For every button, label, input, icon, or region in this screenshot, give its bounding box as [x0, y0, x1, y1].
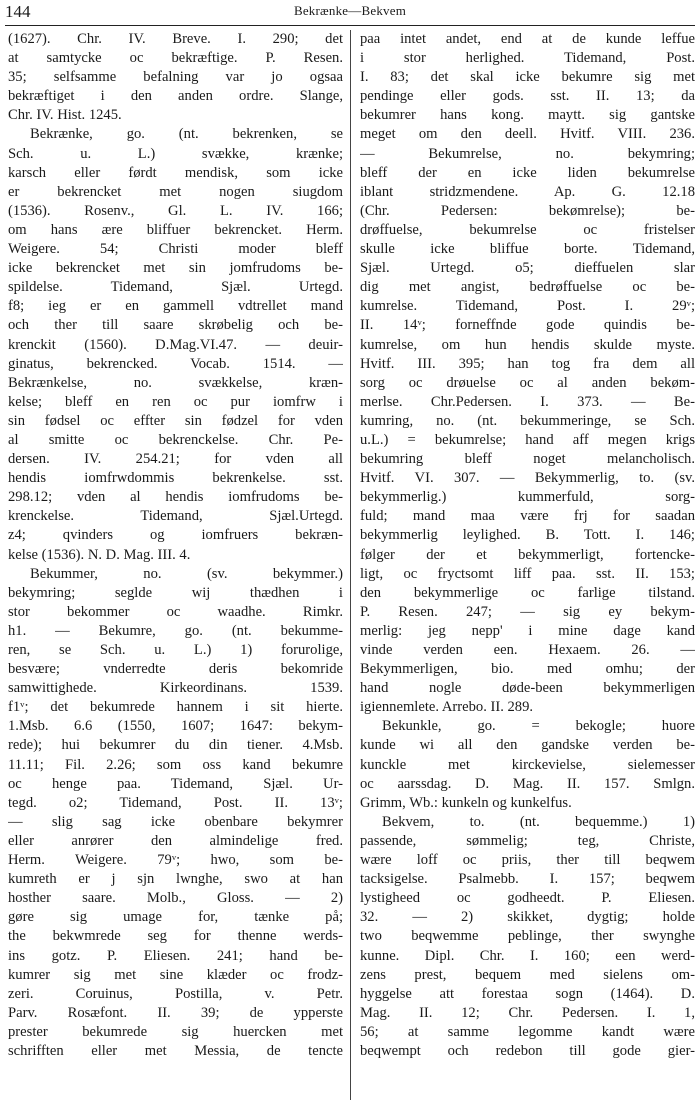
- text-line: bleff der en icke liden bekumrelse: [360, 164, 695, 181]
- text-line: dersen. IV. 254.21; for vden all: [8, 451, 343, 468]
- text-line: — Bekumrelse, no. bekymring;: [360, 145, 695, 162]
- text-line: følger der et bekymmerligt, fortencke-: [360, 546, 695, 563]
- text-line: skulle icke bliffue borte. Tidemand,: [360, 241, 695, 258]
- text-line: (1536). Rosenv., Gl. L. IV. 166;: [8, 202, 343, 219]
- text-line: Bekrænkelse, no. svækkelse, kræn-: [8, 374, 343, 391]
- text-line: zens prest, bequem med sielens om-: [360, 966, 695, 983]
- text-line: ren, se Sch. u. L.) 1) forurolige,: [8, 642, 343, 658]
- page-header: [0, 2, 700, 24]
- text-line: Bekummer, no. (sv. bekymmer.): [30, 565, 343, 582]
- text-line: Mag. II. 12; Chr. Pedersen. I. 1,: [360, 1004, 695, 1021]
- text-line: krenckit (1560). D.Mag.VI.47. — deuir-: [8, 336, 343, 353]
- text-line: icke bekrencket met sin jomfrudoms be-: [8, 260, 343, 277]
- text-line: samwittighede. Kirkeordinans. 1539.: [8, 680, 343, 697]
- text-line: oc aarssdag. D. Mag. II. 157. Smlgn.: [360, 775, 695, 792]
- text-line: kumrelse. Tidemand, Post. I. 29ᵛ;: [360, 298, 695, 315]
- text-line: karsch eller førdt mendisk, som icke: [8, 164, 343, 181]
- text-line: den bekymmerlige oc farlige tilstand.: [360, 584, 695, 601]
- text-line: the bekwmrede seg for thenne werds-: [8, 928, 343, 945]
- text-line: Hvitf. III. 395; han tog fra dem all: [360, 355, 695, 372]
- text-line: bekymmerlig leylighed. B. Tott. I. 146;: [360, 527, 695, 544]
- text-line: tacksigelse. Psalmebb. I. 157; beqwem: [360, 871, 695, 888]
- text-line: tegd. o2; Tidemand, Post. II. 13ᵛ;: [8, 794, 343, 811]
- text-line: passende, sømmelig; teg, Christe,: [360, 832, 695, 849]
- text-line: Bekymmerligen, bio. med omhu; der: [360, 661, 695, 678]
- text-line: sorg oc drøuelse oc al anden bekøm-: [360, 374, 695, 391]
- text-line: er bekrencket met nogen siugdom: [8, 183, 343, 200]
- text-line: 32. — 2) skikket, dygtig; holde: [360, 909, 695, 926]
- text-line: 1.Msb. 6.6 (1550, 1607; 1647: bekym-: [8, 718, 343, 735]
- text-line: hyggelse att forestaa sogn (1464). D.: [360, 985, 695, 1002]
- text-line: beqwempt och redebon till gode gier-: [360, 1042, 695, 1059]
- text-line: Bekrænke, go. (nt. bekrenken, se: [30, 126, 343, 143]
- text-line: gøre sig umage for, tænke på;: [8, 909, 343, 926]
- text-line: bekumring bleff noget melancholisch.: [360, 451, 695, 468]
- text-line: merlig: jeg nepp' i mine dage kand: [360, 622, 695, 639]
- text-line: bekræftiget i den anden ordre. Slange,: [8, 88, 343, 105]
- text-line: dig met angist, bedrøffuelse oc be-: [360, 279, 695, 296]
- text-line: stor bekommer oc waadhe. Rimkr.: [8, 603, 343, 620]
- text-line: prester bekumrede sig huercken met: [8, 1023, 343, 1040]
- text-line: paa intet andet, end at de kunde leffue: [360, 31, 695, 47]
- right-column: [360, 30, 695, 1061]
- text-line: lystigheed oc godheedt. P. Eliesen.: [360, 890, 695, 907]
- text-line: kunne. Dipl. Chr. I. 160; een werd-: [360, 947, 695, 964]
- text-line: om hans ære bliffuer bekrencket. Herm.: [8, 221, 343, 238]
- text-line: at samtycke oc bekræftige. P. Resen.: [8, 50, 343, 67]
- text-line: z4; qvinders og iomfruers bekræn-: [8, 527, 343, 544]
- text-line: u.L.) = bekumrelse; hand aff megen krigs: [360, 431, 695, 448]
- text-line: Bekunkle, go. = bekogle; huore: [382, 718, 695, 735]
- text-line: wære loff oc priis, ther till beqwem: [360, 852, 695, 869]
- text-line: Bekvem, to. (nt. bequemme.) 1): [382, 813, 695, 830]
- text-line: Hvitf. VI. 307. — Bekymmerlig, to. (sv.: [360, 470, 695, 487]
- text-line: schrifften eller met Messia, de tencte: [8, 1042, 343, 1059]
- text-line: f1ᵛ; det bekumrede hannem i sit hierte.: [8, 699, 343, 716]
- text-line: hendis iomfrwdommis bekrenkelse. sst.: [8, 470, 343, 487]
- text-line: kumring, no. (nt. bekummeringe, se Sch.: [360, 412, 695, 429]
- text-line: 298.12; vden al hendis iomfrudoms be-: [8, 489, 343, 506]
- text-line: sin fødsel oc effter sin fødzel for vden: [8, 412, 343, 429]
- text-line: hosther saare. Molb., Gloss. — 2): [8, 890, 343, 907]
- text-line: rede); hui bekumrer du din tiener. 4.Msb.: [8, 737, 343, 754]
- text-line: Parv. Rosæfont. II. 39; de ypperste: [8, 1004, 343, 1021]
- text-line: f8; ieg er en gammell vdtrellet mand: [8, 298, 343, 315]
- text-line: drøffuelse, bekumrelse oc fristelser: [360, 221, 695, 238]
- text-line: oc henge paa. Tidemand, Sjæl. Ur-: [8, 775, 343, 792]
- text-line: kumrelse, om hun hendis skulde myste.: [360, 336, 695, 353]
- text-line: h1. — Bekumre, go. (nt. bekummе-: [8, 622, 343, 639]
- text-line: kelse; bleff en ren oc pur iomfrw i: [8, 393, 343, 410]
- text-line: P. Resen. 247; — sig ey bekym-: [360, 603, 695, 620]
- text-line: kumrer sig met sine klæder oc frodz-: [8, 966, 343, 983]
- text-line: iblant stridzmendene. Ap. G. 12.18: [360, 183, 695, 200]
- text-line: spildelse. Tidemand, Sjæl. Urtegd.: [8, 279, 343, 296]
- text-line: 11.11; Fil. 2.26; som oss kand bekumre: [8, 756, 343, 773]
- text-line: II. 14ᵛ; forneffnde gode quindis be-: [360, 317, 695, 334]
- text-line: eller anrører den almindelige fred.: [8, 832, 343, 849]
- column-divider: [350, 30, 351, 1100]
- text-line: igiennemlete. Arrebo. II. 289.: [360, 699, 534, 716]
- text-line: zeri. Coruinus, Postilla, v. Petr.: [8, 985, 343, 1002]
- text-line: ins gotz. P. Eliesen. 241; hand be-: [8, 947, 343, 964]
- text-line: kumreth er j sjn lwnghe, swo at han: [8, 871, 343, 888]
- text-line: 56; at samme legomme kandt wære: [360, 1023, 695, 1040]
- text-line: al smitte oc bekrenckelse. Chr. Pe-: [8, 431, 343, 448]
- text-line: Sjæl. Urtegd. o5; dieffuelen slar: [360, 260, 695, 277]
- text-line: merlse. Chr.Pedersen. I. 373. — Be-: [360, 393, 695, 410]
- running-head: Bekrænke—Bekvem: [293, 3, 407, 18]
- text-line: krenckelse. Tidemand, Sjæl.Urtegd.: [8, 508, 343, 525]
- left-column: [8, 30, 343, 1061]
- text-line: kunckle met kirckevielse, sielemesser: [360, 756, 695, 773]
- text-line: two beqwemme peblinge, ther swynghe: [360, 928, 695, 945]
- text-line: 35; selfsamme befalning var jo ogsaa: [8, 69, 343, 86]
- text-line: Chr. IV. Hist. 1245.: [8, 107, 122, 124]
- text-line: i stor herlighed. Tidemand, Post.: [360, 50, 695, 67]
- text-line: I. 83; det skal icke bekumre sig met: [360, 69, 695, 86]
- text-line: Sch. u. L.) svække, krænke;: [8, 145, 343, 162]
- text-line: kelse (1536). N. D. Mag. III. 4.: [8, 546, 191, 563]
- text-line: Grimm, Wb.: kunkeln og kunkelfus.: [360, 794, 572, 811]
- text-line: bekymmerlig.) kummerfuld, sorg-: [360, 489, 695, 506]
- text-line: besvære; vnderredte deris bekomride: [8, 661, 343, 678]
- text-line: — slig sag icke obenbare bekymrer: [8, 813, 343, 830]
- text-line: och ther till saare skrøbelig och be-: [8, 317, 343, 334]
- text-line: vinde verden een. Hexaem. 26. —: [360, 642, 695, 658]
- text-line: Weigere. 54; Christi moder bleff: [8, 241, 343, 258]
- header-rule: [5, 25, 695, 26]
- text-line: ginatus, bekrencked. Vocab. 1514. —: [8, 355, 343, 372]
- page-number: 144: [5, 2, 31, 21]
- text-line: (1627). Chr. IV. Breve. I. 290; det: [8, 31, 343, 47]
- text-line: hand nogle døde-been bekymmerligen: [360, 680, 695, 697]
- text-line: Herm. Weigere. 79ᵛ; hwo, som be-: [8, 852, 343, 869]
- text-line: bekymring; seglde wij thædhen i: [8, 584, 343, 601]
- text-line: pendinge eller gods. sst. II. 13; da: [360, 88, 695, 105]
- text-line: (Chr. Pedersen: bekømrelse); be-: [360, 202, 695, 219]
- text-line: bekumrer hans kong. maytt. sig gantske: [360, 107, 695, 124]
- text-line: kunde wi all den gandske verden be-: [360, 737, 695, 754]
- text-line: ligt, oc fryctsomt liff paa. sst. II. 153;: [360, 565, 695, 582]
- text-line: meget om den deell. Hvitf. VIII. 236.: [360, 126, 695, 143]
- text-line: fuld; mand maa være frj for saadan: [360, 508, 695, 525]
